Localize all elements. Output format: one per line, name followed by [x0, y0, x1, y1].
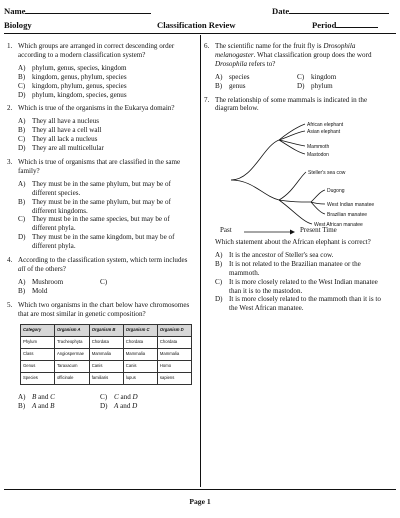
answer-options: [18, 64, 192, 100]
option-b[interactable]: B) genus: [215, 81, 246, 90]
option-d[interactable]: D) They must be in the same kingdom, but may be of different phyla.: [18, 233, 175, 251]
mammal-relationship-diagram: [213, 118, 393, 236]
option-a[interactable]: A) They all have a nucleus: [18, 117, 99, 126]
table-cell: Canis: [123, 361, 157, 373]
question-number: 4.: [7, 256, 13, 265]
right-column: [201, 42, 391, 117]
question-number: 1.: [7, 42, 13, 50]
question-text: The scientific name for the fruit fly is Drosophila melanogaster. What classification group does the word Drosophila refers to?: [215, 42, 372, 68]
table-header: Organism D: [157, 325, 191, 337]
question-5: [4, 301, 192, 411]
table-cell: sapiens: [157, 373, 191, 385]
footer-rule: [4, 489, 396, 490]
left-column: [4, 42, 192, 416]
option-c[interactable]: C) C and D: [100, 393, 138, 401]
option-a[interactable]: A) They must be in the same phylum, but may be of different species.: [18, 179, 171, 197]
question-number: 3.: [7, 157, 13, 166]
answer-options: [18, 180, 192, 251]
option-c[interactable]: C) They must be in the same species, but may be of different phyla.: [18, 215, 170, 233]
option-b[interactable]: B) They all have a cell wall: [18, 126, 102, 135]
time-arrow: [244, 229, 296, 235]
period-label: Period: [312, 20, 337, 30]
option-a[interactable]: A) B and C: [18, 393, 55, 401]
question-text: Which two organisms in the chart below have chromosomes that are most similar in genetic composition?: [18, 300, 190, 318]
table-cell: Genus: [21, 361, 55, 373]
classification-table: [20, 324, 192, 385]
table-cell: Chordata: [123, 337, 157, 349]
option-c[interactable]: C) kingdom: [297, 72, 337, 81]
option-c[interactable]: C) It is more closely related to the West Indian manatee than it is to the mastodon.: [215, 277, 378, 295]
species-label: Brazilian manatee: [327, 212, 368, 218]
table-header-row: [21, 325, 192, 337]
species-label: Mastodon: [307, 152, 329, 158]
option-c[interactable]: C): [100, 277, 108, 286]
question-4: [4, 256, 192, 296]
option-a[interactable]: A) Mushroom: [18, 277, 64, 286]
name-field: [4, 6, 151, 16]
question-text: Which groups are arranged in correct descending order according to a modern classification system?: [18, 42, 175, 59]
question-6: [201, 42, 391, 91]
table-cell: Mammalia: [157, 349, 191, 361]
option-b[interactable]: B) It is not related to the Brazilian manatee or the mammoth.: [215, 259, 361, 277]
question-7: [201, 96, 391, 114]
table-cell: Phylum: [21, 337, 55, 349]
table-cell: Mammalia: [123, 349, 157, 361]
table-cell: Homo: [157, 361, 191, 373]
page-title: Classification Review: [157, 20, 236, 30]
axis-past-label: Past: [220, 226, 232, 234]
table-cell: officinale: [54, 373, 89, 385]
answer-options: [18, 278, 192, 296]
table-cell: Chordata: [89, 337, 123, 349]
question-3: [4, 158, 192, 251]
period-field: [312, 20, 378, 30]
question-1: [4, 42, 192, 99]
date-field: [272, 6, 389, 16]
question-2: [4, 104, 192, 153]
period-line[interactable]: [336, 27, 378, 28]
table-cell: Class: [21, 349, 55, 361]
axis-present-label: Present Time: [300, 226, 337, 234]
table-cell: Tracheophyta: [54, 337, 89, 349]
table-row: [21, 337, 192, 349]
option-b[interactable]: B) kingdom, genus, phylum, species: [18, 72, 127, 81]
species-label: West Indian manatee: [327, 202, 375, 208]
option-b[interactable]: B) They must be in the same phylum, but may be of different kingdoms.: [18, 197, 171, 215]
table-header: Organism A: [54, 325, 89, 337]
option-d[interactable]: D) A and D: [100, 401, 138, 410]
table-cell: lupus: [123, 373, 157, 385]
answer-options: [215, 73, 391, 91]
table-cell: Mammalia: [89, 349, 123, 361]
species-label: West African manatee: [314, 222, 363, 228]
table-row: [21, 349, 192, 361]
subject-label: Biology: [4, 20, 32, 30]
page-number: Page 1: [189, 497, 211, 506]
question-text: According to the classification system, which term includes all of the others?: [18, 256, 188, 273]
question-number: 5.: [7, 300, 13, 309]
option-c[interactable]: C) They all lack a nucleus: [18, 135, 98, 144]
question-number: 7.: [204, 95, 210, 104]
option-b[interactable]: B) Mold: [18, 286, 48, 295]
question-number: 6.: [204, 42, 210, 50]
species-label: Dugong: [327, 188, 345, 194]
date-label: Date: [272, 6, 290, 16]
name-label: Name: [4, 6, 26, 16]
option-d[interactable]: D) phylum: [297, 81, 333, 90]
option-b[interactable]: B) A and B: [18, 401, 55, 410]
name-line[interactable]: [25, 13, 151, 14]
answer-options: [215, 251, 391, 313]
table-cell: Taraxacum: [54, 361, 89, 373]
table-header: Organism B: [89, 325, 123, 337]
table-cell: familiaris: [89, 373, 123, 385]
option-a[interactable]: A) It is the ancestor of Steller's sea cow.: [215, 250, 334, 259]
table-cell: Species: [21, 373, 55, 385]
option-d[interactable]: D) They are all multicellular: [18, 144, 104, 153]
species-label: Asian elephant: [307, 129, 341, 135]
table-header: Category: [21, 325, 55, 337]
table-cell: Chordata: [157, 337, 191, 349]
table-row: [21, 373, 192, 385]
species-label: Steller's sea cow: [308, 170, 346, 176]
option-d[interactable]: D) phylum, kingdom, species, genus: [18, 90, 127, 99]
option-a[interactable]: A) phylum, genus, species, kingdom: [18, 63, 127, 72]
header-rule: [4, 33, 396, 34]
table-row: [21, 361, 192, 373]
answer-options: [18, 393, 192, 411]
table-cell: Canis: [89, 361, 123, 373]
answer-options: [18, 117, 192, 153]
option-a[interactable]: A) species: [215, 72, 250, 81]
question-text: The relationship of some mammals is indicated in the diagram below.: [215, 95, 368, 113]
question-text: Which is true of the organisms in the Eukarya domain?: [18, 104, 175, 113]
option-c[interactable]: C) kingdom, phylum, genus, species: [18, 81, 127, 90]
date-line[interactable]: [289, 13, 389, 14]
question-number: 2.: [7, 104, 13, 113]
time-axis: [216, 226, 376, 236]
table-cell: Angiospermae: [54, 349, 89, 361]
question-7-prompt: [215, 238, 391, 318]
table-header: Organism C: [123, 325, 157, 337]
option-d[interactable]: D) It is more closely related to the mammoth than it is to the West African manatee.: [215, 295, 381, 313]
question-text: Which statement about the African elephant is correct?: [215, 238, 371, 246]
species-label: African elephant: [307, 122, 344, 128]
question-text: Which is true of organisms that are classified in the same family?: [18, 157, 181, 175]
species-label: Mammoth: [307, 144, 330, 150]
